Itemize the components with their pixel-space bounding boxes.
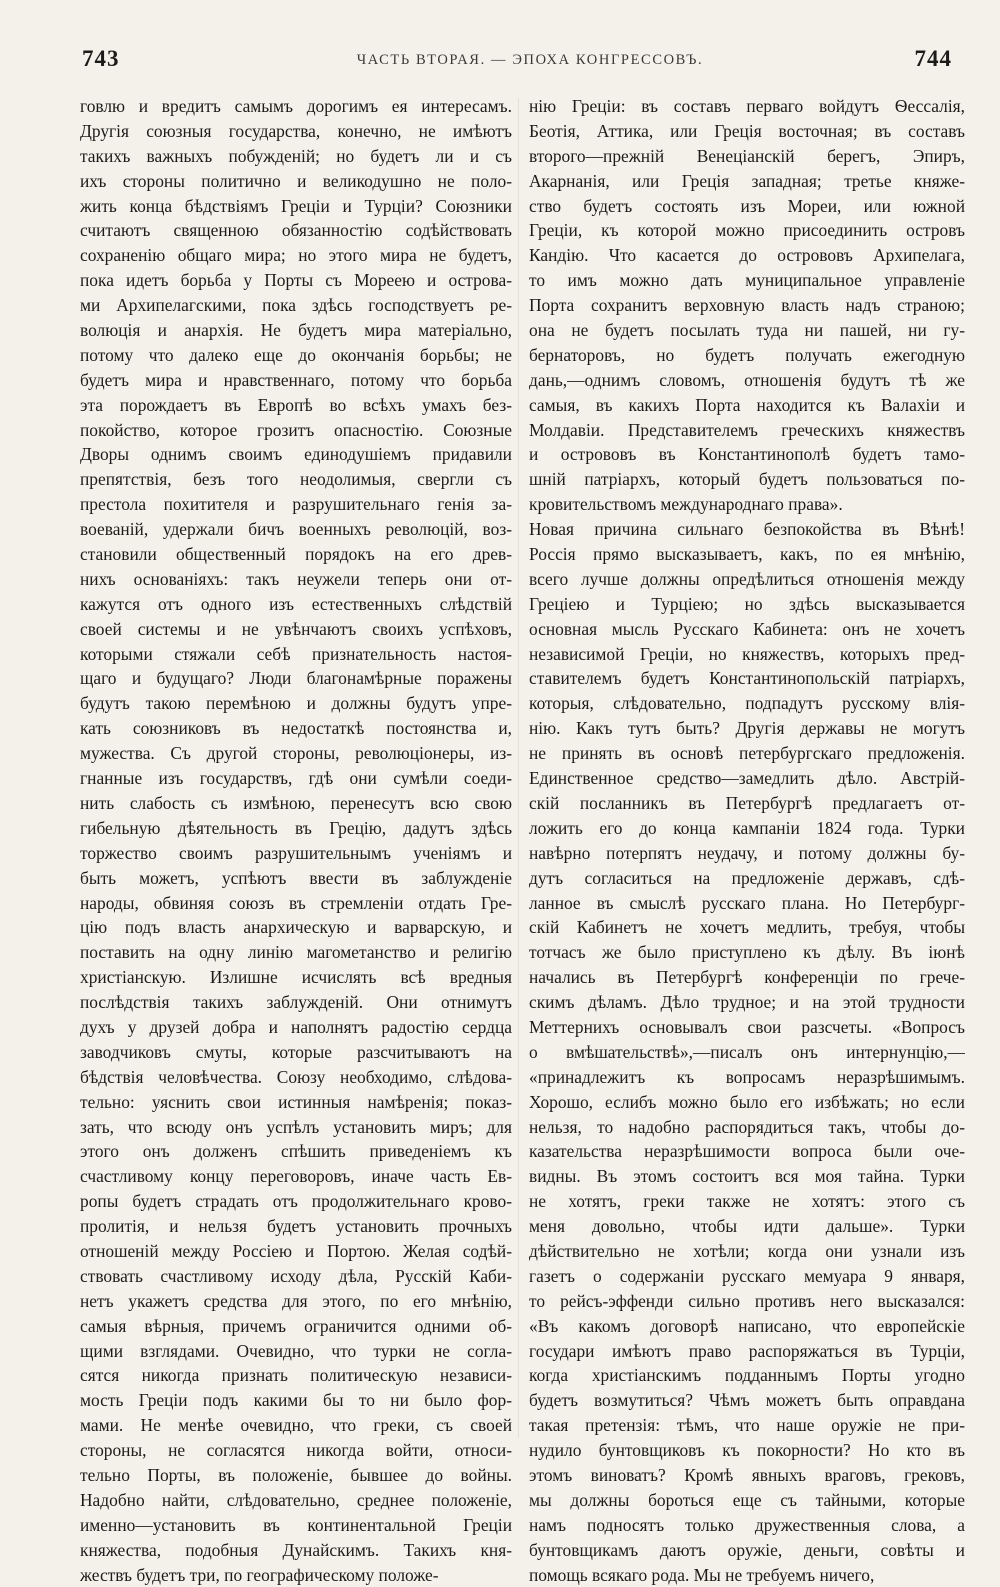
text-line: этого онъ долженъ спѣшить приведеніемъ къ — [80, 1141, 512, 1162]
left-column — [80, 94, 512, 1587]
text-line: скимъ дѣламъ. Дѣло трудное; и на этой трудности — [529, 992, 965, 1013]
text-line: и острововъ въ Константинополѣ будетъ тамо- — [529, 444, 965, 465]
text-line: основная мысль Русскаго Кабинета: онъ не хочетъ — [529, 618, 965, 639]
text-line: торжество своимъ разрушительнымъ ученіямъ и — [80, 842, 512, 863]
text-line: самыя, въ какихъ Порта находится къ Валахіи и — [529, 394, 965, 415]
text-line: «принадлежитъ къ вопросамъ неразрѣшимымъ. — [529, 1066, 965, 1087]
text-line: стороны, не согласятся никогда войти, относи- — [80, 1440, 512, 1461]
text-line: покойство, которое грозитъ опасностію. Союзные — [80, 419, 512, 440]
text-line: воеваній, удержали бичъ военныхъ революцій, воз- — [80, 519, 512, 540]
text-line: скій посланникъ въ Петербургѣ предлагаетъ от- — [529, 792, 965, 813]
text-line: ми Архипелагскими, пока здѣсь господствуетъ ре- — [80, 295, 512, 316]
text-line: видны. Въ этомъ состоитъ вся моя тайна. Турки — [529, 1166, 965, 1187]
text-line: христіанскую. Излишне исчислять всѣ вредныя — [80, 967, 512, 988]
text-line: дѣйствительно не хотѣли; когда они узнали изъ — [529, 1240, 965, 1261]
text-line: помощь всякаго рода. Мы не требуемъ ничего, — [529, 1564, 875, 1585]
column-divider — [518, 98, 519, 1438]
text-line: пока идетъ борьба у Порты съ Мореею и острова- — [80, 270, 512, 291]
text-line: заводчиковъ смуты, которые разсчитываютъ на — [80, 1041, 512, 1062]
text-line: дутъ согласиться на предложеніе державъ, сдѣ- — [529, 867, 965, 888]
text-line: дань,—однимъ словомъ, отношенія будутъ тѣ же — [529, 369, 965, 390]
text-line: послѣдствія такихъ заблужденій. Они отнимутъ — [80, 992, 512, 1013]
text-line: навѣрно потерпятъ неудачу, и потому должны бу- — [529, 842, 965, 863]
text-line: поставить на одну линію магометанство и религію — [80, 942, 512, 963]
running-head: ЧАСТЬ ВТОРАЯ. — ЭПОХА КОНГРЕССОВЪ. — [356, 52, 704, 68]
text-line: духъ у друзей добра и наполнятъ радостію сердца — [80, 1016, 512, 1037]
text-line: бунтовщикамъ даютъ оружіе, деньги, совѣты и — [529, 1539, 965, 1560]
text-line: которыми стяжали себѣ признательность настоя- — [80, 643, 512, 664]
text-line: будетъ возмутиться? Чѣмъ можетъ быть оправдана — [529, 1390, 965, 1411]
text-line: нудило бунтовщиковъ къ покорности? Но кто въ — [529, 1440, 965, 1461]
text-line: препятствія, безъ того неодолимыя, свергли съ — [80, 469, 512, 490]
text-line: Греціи, къ которой можно присоединить островъ — [529, 220, 965, 241]
text-line: Новая причина сильнаго безпокойства въ Вѣнѣ! — [529, 519, 965, 540]
text-line: кажутся отъ одного изъ естественныхъ слѣдствій — [80, 593, 512, 614]
text-line: которыя, слѣдовательно, подпадутъ русскому влія- — [529, 693, 965, 714]
text-line: сятся никогда признать политическую независи- — [80, 1365, 512, 1386]
text-line: тельно Порты, въ положеніе, бывшее до войны. — [80, 1464, 512, 1485]
text-line: считаютъ священною обязанностію содѣйствовать — [80, 220, 512, 241]
text-line: именно—установить въ континентальной Греціи — [80, 1514, 512, 1535]
text-line: когда христіанскимъ подданнымъ Порты угодно — [529, 1365, 965, 1386]
text-line: «Въ какомъ договорѣ написано, что европейскіе — [529, 1315, 965, 1336]
text-line: жествъ будетъ три, по географическому положе- — [80, 1564, 439, 1585]
text-line: всего лучше должны опредѣлиться отношенія между — [529, 568, 965, 589]
text-line: княжества, подобныя Дунайскимъ. Такихъ кня- — [80, 1539, 512, 1560]
text-line: такихъ важныхъ побужденій; но будетъ ли и съ — [80, 145, 512, 166]
text-line: то имъ можно дать муниципальное управленіе — [529, 270, 965, 291]
text-line: говлю и вредитъ самымъ дорогимъ ея интересамъ. — [80, 96, 512, 116]
text-line: ихъ стороны политично и великодушно не поло- — [80, 170, 512, 191]
text-line: своей системы и не увѣнчаютъ своихъ успѣховъ, — [80, 618, 512, 639]
text-line: Россія прямо высказываетъ, какъ, по ея мнѣнію, — [529, 544, 965, 565]
text-line: газетъ о содержаніи русскаго мемуара 9 января, — [529, 1265, 965, 1286]
text-line: зать, что всюду онъ успѣлъ установить миръ; для — [80, 1116, 512, 1137]
text-line: Порта сохранитъ верховную власть надъ страною; — [529, 295, 965, 316]
text-line: счастливому концу переговоровъ, иначе часть Ев- — [80, 1166, 512, 1187]
text-line: тотчасъ же было приступлено къ дѣлу. Въ іюнѣ — [529, 942, 965, 963]
text-line: Молдавіи. Представителемъ греческихъ княжествъ — [529, 419, 965, 440]
text-line: Хорошо, еслибъ можно было его избѣжать; но если — [529, 1091, 965, 1112]
text-line: потому что далеко еще до окончанія борьбы; не — [80, 344, 512, 365]
text-line: Дворы однимъ своимъ единодушіемъ придавили — [80, 444, 512, 465]
text-line: она не будетъ посылать туда ни пашей, ни гу- — [529, 320, 965, 341]
text-line: Единственное средство—замедлить дѣло. Австрій- — [529, 768, 965, 789]
text-line: кровительствомъ международнаго права». — [529, 494, 843, 515]
page-header — [0, 46, 1000, 82]
text-line: гнанные изъ государствъ, гдѣ они сумѣли соеди- — [80, 768, 512, 789]
text-line: гибельную дѣятельность въ Грецію, дадутъ здѣсь — [80, 817, 512, 838]
text-line: шній патріархъ, который будетъ пользоваться по- — [529, 469, 965, 490]
text-line: кать союзниковъ въ недостаткѣ постоянства и, — [80, 718, 512, 739]
right-column — [529, 94, 965, 1587]
text-line: не принять въ основѣ петербургскаго предложенія. — [529, 743, 965, 764]
text-line: будутъ такою перемѣною и должны будутъ упре- — [80, 693, 512, 714]
text-line: меня довольно, чтобы идти дальше». Турки — [529, 1216, 965, 1237]
text-line: ство будетъ состоять изъ Мореи, или южной — [529, 195, 965, 216]
text-line: мами. Не менѣе очевидно, что греки, съ своей — [80, 1415, 512, 1436]
text-line: Беотія, Аттика, или Греція восточная; въ составъ — [529, 120, 965, 141]
text-line: нельзя, то надобно распорядиться такъ, чтобы до- — [529, 1116, 965, 1137]
text-line: ланное въ смыслѣ русскаго плана. Но Петербург- — [529, 892, 965, 913]
text-line: бернаторовъ, но будетъ получать ежегодную — [529, 344, 965, 365]
text-line: будетъ мира и нравственнаго, потому что борьба — [80, 369, 512, 390]
text-line: нію Греціи: въ составъ перваго войдутъ Ѳессалія, — [529, 96, 965, 116]
text-line: Меттернихъ основывалъ свои разсчеты. «Вопросъ — [529, 1016, 965, 1037]
text-line: тельно: уяснить свои истинныя намѣренія; показ- — [80, 1091, 512, 1112]
text-line: ложить его до конца кампаніи 1824 года. Турки — [529, 817, 965, 838]
text-line: скій Кабинетъ не хочетъ медлить, требуя, чтобы — [529, 917, 965, 938]
text-line: сохраненію общаго мира; но этого мира не будетъ, — [80, 245, 512, 266]
text-line: Греціею и Турціею; но здѣсь высказывается — [529, 593, 965, 614]
text-line: отношеній между Россіею и Портою. Желая содѣй- — [80, 1240, 512, 1261]
text-line: Надобно найти, слѣдовательно, среднее положеніе, — [80, 1489, 512, 1510]
text-line: щаго и будущаго? Люди благонамѣрные поражены — [80, 668, 512, 689]
text-line: нетъ укажетъ средства для этого, по его мнѣнію, — [80, 1290, 512, 1311]
text-line: жить конца бѣдствіямъ Греціи и Турціи? Союзники — [80, 195, 512, 216]
text-line: мы должны бороться еще съ тайными, которые — [529, 1489, 965, 1510]
text-line: нихъ основаніяхъ: такъ неужели теперь они от- — [80, 568, 512, 589]
text-line: казательства неразрѣшимости вопроса были оче- — [529, 1141, 965, 1162]
text-line: то рейсъ-эффенди сильно противъ него высказался: — [529, 1290, 965, 1311]
text-line: начались въ Петербургѣ конференціи по грече- — [529, 967, 965, 988]
text-line: эта порождаетъ въ Европѣ во всѣхъ умахъ без- — [80, 394, 512, 415]
page-number-right: 744 — [914, 46, 952, 71]
text-line: не хотятъ, греки также не хотятъ: этого съ — [529, 1191, 965, 1212]
text-line: самыя вѣрныя, причемъ ограничится одними об- — [80, 1315, 512, 1336]
text-line: ропы будетъ страдать отъ продолжительнаго крово- — [80, 1191, 512, 1212]
text-line: этомъ виноватъ? Кромѣ явныхъ враговъ, грековъ, — [529, 1464, 965, 1485]
text-line: намъ подносятъ только дружественныя слова, а — [529, 1514, 965, 1535]
text-line: бѣдствія человѣчества. Союзу необходимо, слѣдова- — [80, 1066, 512, 1087]
text-line: нію. Какъ тутъ быть? Другія державы не могутъ — [529, 718, 965, 739]
text-line: Акарнанія, или Греція западная; третье княже- — [529, 170, 965, 191]
text-line: нить слабость съ измѣною, перенесутъ всю свою — [80, 792, 512, 813]
page-number-left: 743 — [82, 46, 120, 71]
text-line: цію подъ власть анархическую и варварскую, и — [80, 917, 512, 938]
text-line: пролитія, и нельзя будетъ установить прочныхъ — [80, 1216, 512, 1237]
text-line: Другія союзныя государства, конечно, не имѣютъ — [80, 120, 512, 141]
text-line: престола похитителя и разрушительнаго генія за- — [80, 494, 512, 515]
text-line: мость Греціи подъ какими бы то ни было фор- — [80, 1390, 512, 1411]
text-line: становили общественный порядокъ на его древ- — [80, 544, 512, 565]
text-line: Кандію. Что касается до острововъ Архипелага, — [529, 245, 965, 266]
text-line: мужества. Съ другой стороны, революціонеры, из- — [80, 743, 512, 764]
text-line: быть можетъ, успѣютъ ввести въ заблужденіе — [80, 867, 512, 888]
text-line: такая претензія: тѣмъ, что наше оружіе не при- — [529, 1415, 965, 1436]
text-line: независимой Греціи, но княжествъ, которыхъ пред- — [529, 643, 965, 664]
text-line: о вмѣшательствѣ»,—писалъ онъ интернунцію,— — [529, 1041, 965, 1062]
text-line: государи имѣютъ право распоряжаться въ Турціи, — [529, 1340, 965, 1361]
text-line: второго—прежній Венеціанскій берегъ, Эпиръ, — [529, 145, 965, 166]
text-line: ставителемъ будетъ Константинопольскій патріархъ, — [529, 668, 965, 689]
text-line: волюція и анархія. Не будетъ мира матеріально, — [80, 320, 512, 341]
text-line: щими взглядами. Очевидно, что турки не согла- — [80, 1340, 512, 1361]
text-line: ствовать счастливому исходу дѣла, Русскій Каби- — [80, 1265, 512, 1286]
text-line: народы, обвиняя союзъ въ стремленіи отдать Гре- — [80, 892, 512, 913]
